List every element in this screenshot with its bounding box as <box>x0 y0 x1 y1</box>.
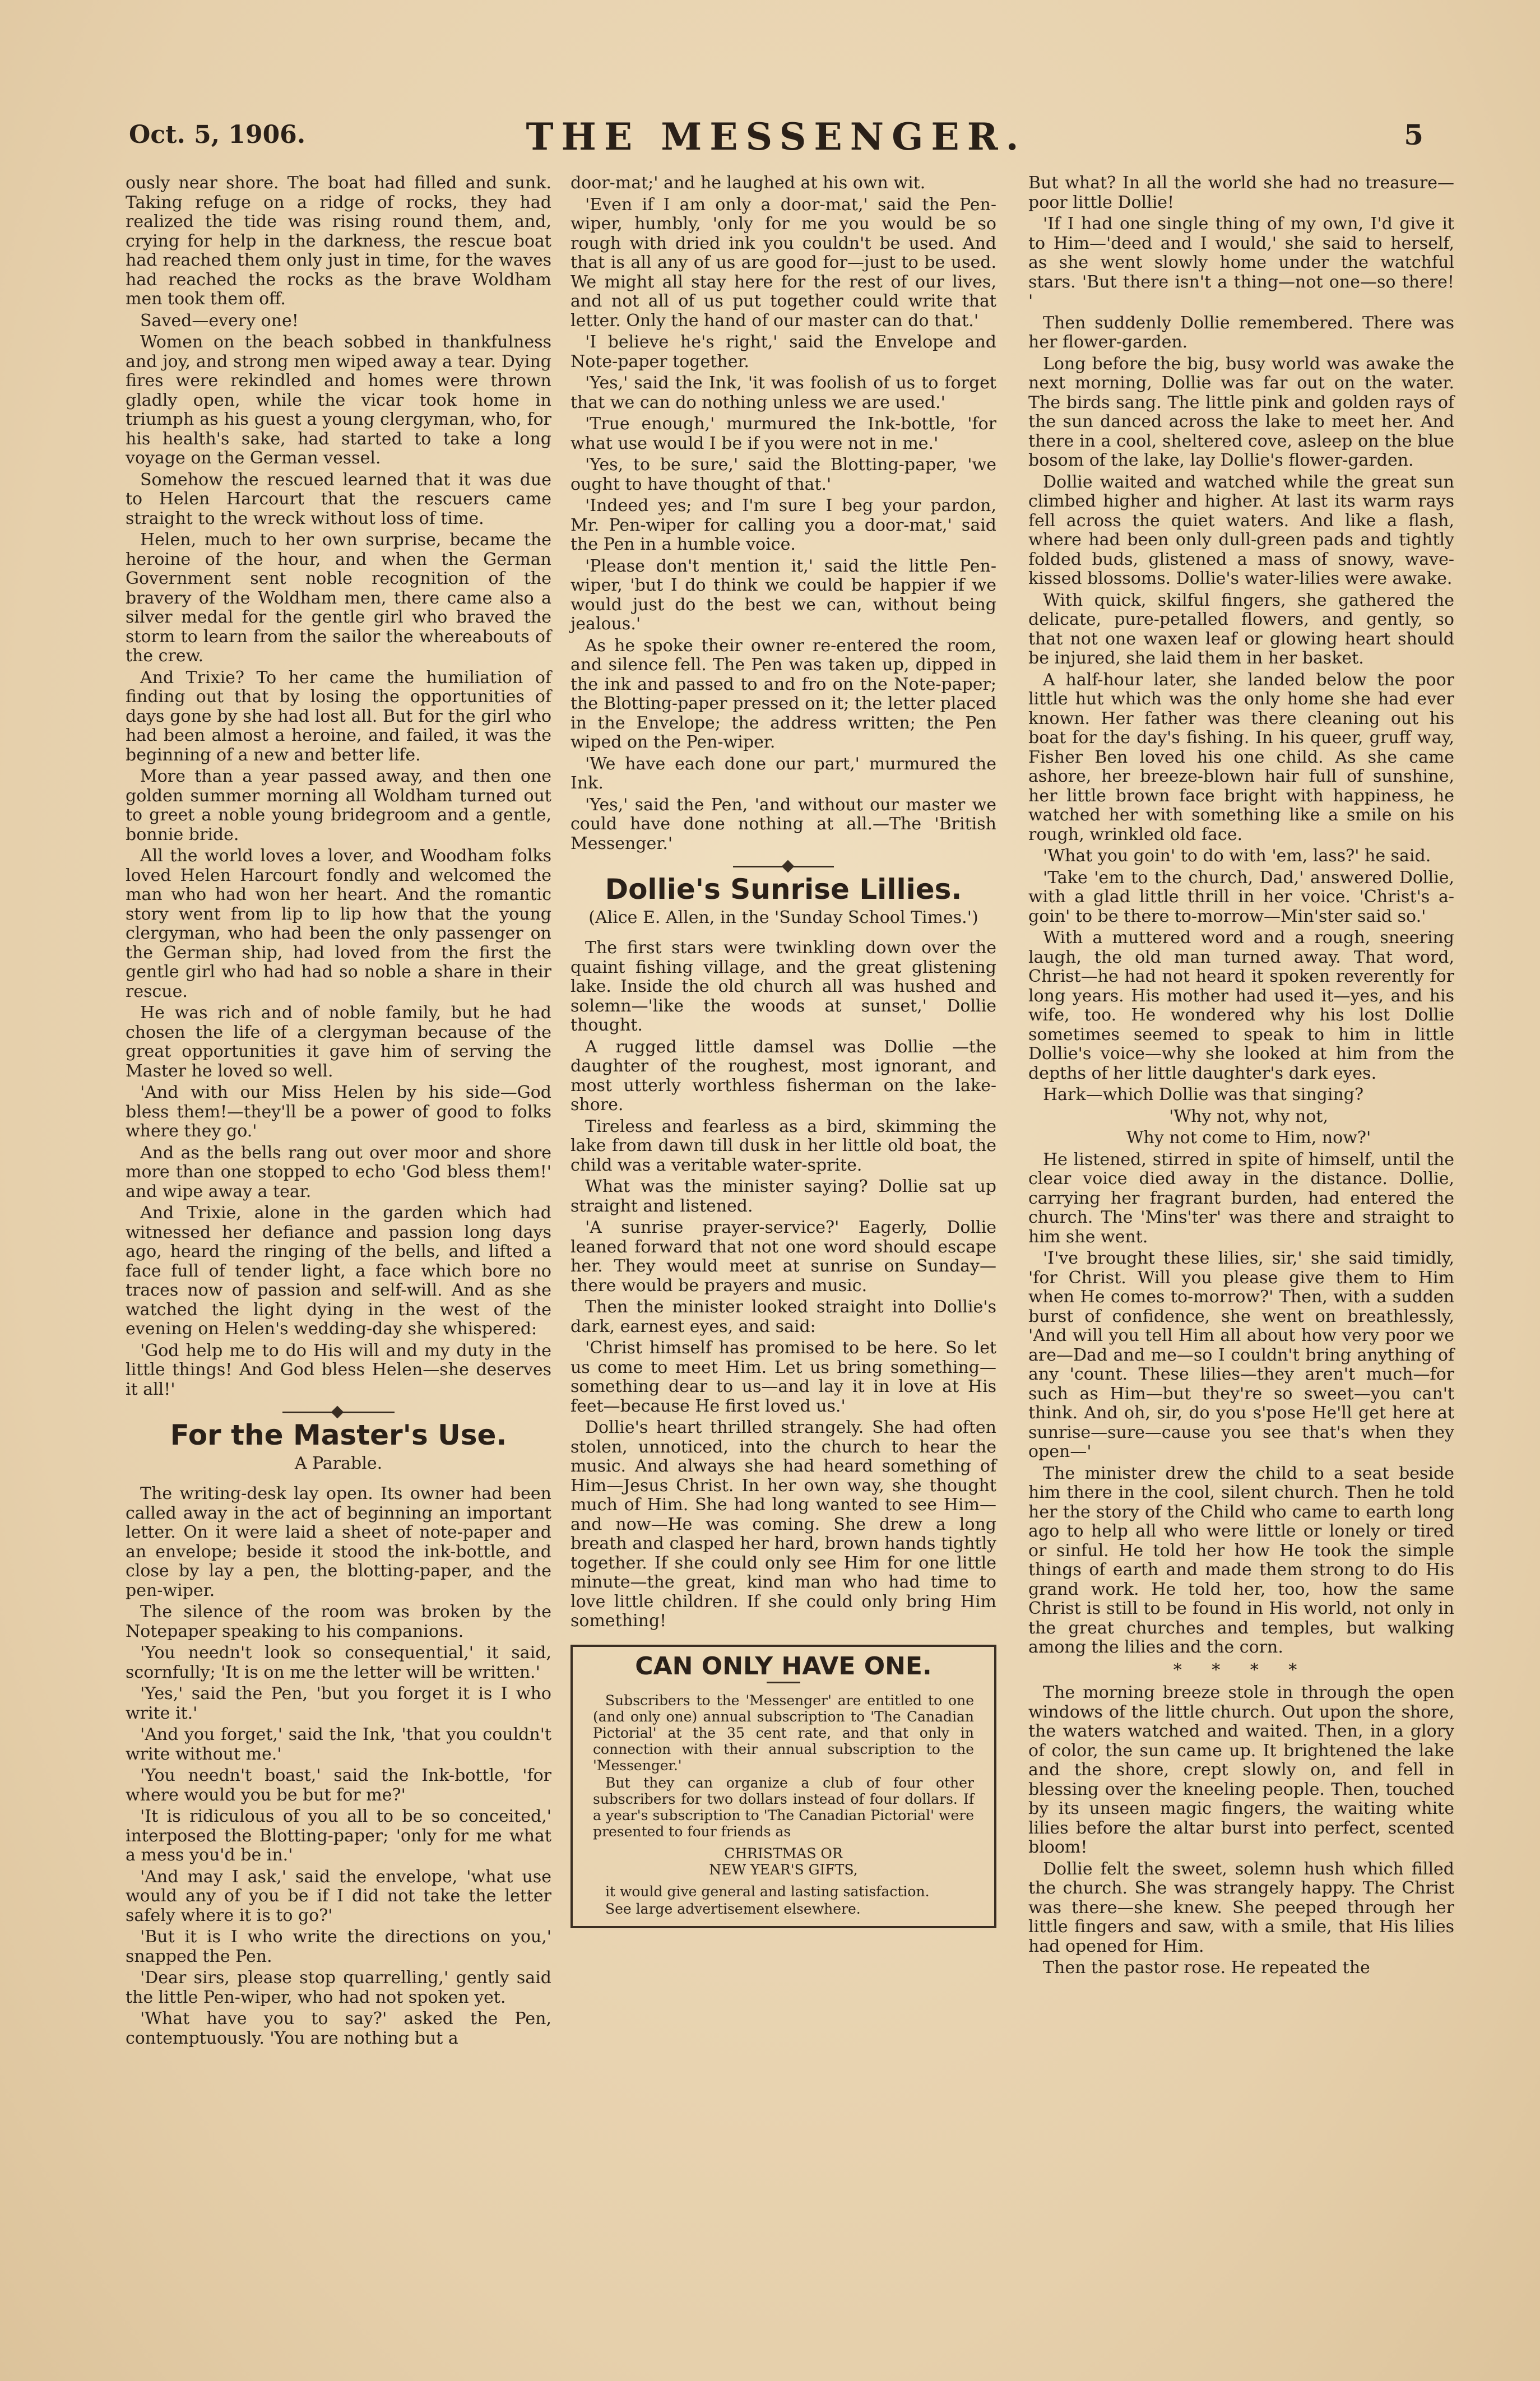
column-1 <box>126 174 551 2050</box>
section-divider <box>282 1412 395 1413</box>
notice-line <box>593 1845 974 1878</box>
paragraph: Saved—every one! <box>140 310 299 331</box>
paragraph: 'God help me to do His will and my duty in the little things! And God bless Helen—she deserves it all!' <box>126 1340 551 1399</box>
paragraph: 'It is ridiculous of you all to be so conceited,' interposed the Blotting-paper; 'only for me what a mess you'd be in.' <box>126 1807 551 1865</box>
paragraph: 'Dear sirs, please stop quarrelling,' gently said the little Pen-wiper, who had not spoken yet. <box>126 1968 551 2007</box>
paragraph: As he spoke their owner re-entered the room, and silence fell. The Pen was taken up, dipped in the ink and passed to and fro on the Note-paper; the Blotting-paper pressed on it; the letter placed in the Envelope; the address written; the Pen wiped on the Pen-wiper. <box>570 635 996 752</box>
paragraph: Dollie waited and watched while the great sun climbed higher and higher. At last its warm rays fell across the quiet waters. And like a flash, where had been only dull-green pads and tightly folded buds, glistened a mass of snowy, wave-kissed blossoms. Dollie's water-lilies were awake. <box>1028 472 1454 588</box>
section-divider <box>733 866 834 867</box>
song-verse: Why not come to Him, now?' <box>1126 1128 1371 1148</box>
paragraph: Tireless and fearless as a bird, skimming the lake from dawn till dusk in her little old boat, the child was a veritable water-sprite. <box>570 1116 996 1175</box>
song-verse: 'Why not, why not, <box>1169 1106 1328 1126</box>
paragraph: Then the pastor rose. He repeated the <box>1043 1958 1370 1978</box>
paragraph: 'Please don't mention it,' said the little Pen-wiper, 'but I do think we could be happier if we would just do the best we can, without being jealous.' <box>570 556 996 634</box>
paragraph: He listened, stirred in spite of himself, until the clear voice died away in the distance. Dollie, carrying her fragrant burden, had entered the church. The 'Mins'ter' was there and straight to him she went. <box>1028 1149 1454 1247</box>
paragraph: And as the bells rang out over moor and shore more than one stopped to echo 'God bless them!' and wipe away a tear. <box>126 1143 551 1201</box>
paragraph: 'Take 'em to the church, Dad,' answered Dollie, with a glad little thrill in her voice. 'Christ's a-goin' to be there to-morrow—Min'ster said so.' <box>1028 867 1454 926</box>
article-subhead: (Alice E. Allen, in the 'Sunday School Times.') <box>588 907 978 927</box>
paragraph: 'True enough,' murmured the Ink-bottle, 'for what use would I be if you were not in me.' <box>570 414 996 453</box>
paragraph: 'Yes,' said the Ink, 'it was foolish of us to forget that we can do nothing unless we are used.' <box>570 373 996 412</box>
paragraph: The silence of the room was broken by the Notepaper speaking to his companions. <box>126 1602 551 1641</box>
paragraph: Women on the beach sobbed in thankfulness and joy, and strong men wiped away a tear. Dying fires were rekindled and homes were thrown gladly open, while the vicar took home in triumph as his guest a young clergyman, who, for his health's sake, had started to take a long voyage on the German vessel. <box>126 332 551 468</box>
notice-box <box>570 1645 996 1929</box>
notice-paragraph: Subscribers to the 'Messenger' are entitled to one (and only one) annual subscription to 'The Canadian Pictorial' at the 35 cent rate, and that only in connection with their annual subscription to the 'Messenger.' <box>593 1692 974 1774</box>
notice-divider <box>767 1682 800 1683</box>
paragraph: With quick, skilful fingers, she gathered the delicate, pure-petalled flowers, and gently, so that not one waxen leaf or glowing heart should be injured, she laid them in her basket. <box>1028 590 1454 668</box>
paragraph: What was the minister saying? Dollie sat up straight and listened. <box>570 1177 996 1216</box>
paragraph: 'We have each done our part,' murmured the Ink. <box>570 754 996 793</box>
paragraph: door-mat;' and he laughed at his own wit. <box>570 173 926 193</box>
notice-paragraph: See large advertisement elsewhere. <box>605 1901 861 1917</box>
paragraph: And Trixie, alone in the garden which had witnessed her defiance and passion long days ago, heard the ringing of the bells, and lifted a face full of tender light, a face which bore no traces now of passion and self-will. And as she watched the light dying in the west of the evening on Helen's wedding-day she whispered: <box>126 1203 551 1339</box>
paragraph: 'You needn't boast,' said the Ink-bottle, 'for where would you be but for me?' <box>126 1766 551 1805</box>
masthead <box>129 115 1423 165</box>
paragraph: 'And may I ask,' said the envelope, 'what use would any of you be if I did not take the letter safely where it is to go?' <box>126 1867 551 1925</box>
paragraph: 'You needn't look so consequential,' it said, scornfully; 'It is on me the letter will be written.' <box>126 1643 551 1682</box>
paragraph: 'A sunrise prayer-service?' Eagerly, Dollie leaned forward that not one word should escape her. They would meet at sunrise on Sunday—there would be prayers and music. <box>570 1218 996 1296</box>
notice-title: CAN ONLY HAVE ONE. <box>635 1651 932 1681</box>
paragraph: Long before the big, busy world was awake the next morning, Dollie was far out on the water. The birds sang. The little pink and golden rays of the sun danced across the lake to meet her. And there in a cool, sheltered cove, asleep on the blue bosom of the lake, lay Dollie's flower-garden. <box>1028 354 1454 470</box>
article-heading: Dollie's Sunrise Lillies. <box>605 873 962 906</box>
paragraph: 'What you goin' to do with 'em, lass?' he said. <box>1043 846 1431 866</box>
paragraph: 'And with our Miss Helen by his side—God bless them!—they'll be a power of good to folks where they go.' <box>126 1083 551 1141</box>
paragraph: Then suddenly Dollie remembered. There was her flower-garden. <box>1028 313 1454 352</box>
paragraph: Dollie's heart thrilled strangely. She had often stolen, unnoticed, into the church to hear the music. And always she had heard something of Him—Jesus Christ. In her own way, she thought much of Him. She had long wanted to see Him—and now—He was coming. She drew a long breath and clasped her hard, brown hands tightly together. If she could only see Him for one little minute—the great, kind man who had time to love little children. If she could only bring Him something! <box>570 1418 996 1631</box>
paragraph: 'Yes,' said the Pen, 'but you forget it is I who write it.' <box>126 1684 551 1723</box>
paragraph: The minister drew the child to a seat beside him there in the cool, silent church. Then he told her the story of the Child who came to earth long ago to help all who were little or lonely or tired or sinful. He told her how He took the simple things of earth and made them strong to do His grand work. He told her, too, how the same Christ is still to be found in His world, not only in the great churches and temples, but walking among the lilies and the corn. <box>1028 1463 1454 1657</box>
paragraph: 'If I had one single thing of my own, I'd give it to Him—'deed and I would,' she said to herself, as she went slowly home under the watchful stars. 'But there isn't a thing—not one—so there! ' <box>1028 214 1454 311</box>
paragraph: 'I believe he's right,' said the Envelope and Note-paper together. <box>570 332 996 372</box>
paragraph: The writing-desk lay open. Its owner had been called away in the act of beginning an important letter. On it were laid a sheet of note-paper and an envelope; beside it stood the ink-bottle, and close by lay a pen, the blotting-paper, and the pen-wiper. <box>126 1484 551 1600</box>
notice-paragraph: it would give general and lasting satisfaction. <box>605 1883 930 1900</box>
paragraph: The first stars were twinkling down over the quaint fishing village, and the great glistening lake. Inside the old church all was hushed and solemn—'like the woods at sunset,' Dollie thought. <box>570 938 996 1035</box>
paragraph: Somehow the rescued learned that it was due to Helen Harcourt that the rescuers came straight to the wreck without loss of time. <box>126 470 551 528</box>
paragraph: 'I've brought these lilies, sir,' she said timidly, 'for Christ. Will you please give them to Him when He comes to-morrow?' Then, with a sudden burst of confidence, she went on breathlessly, 'And will you tell Him all about how very poor we are—Dad and me—so I couldn't bring anything of any 'count. These lilies—they aren't much—for such as Him—but they're so sweet—you can't think. And oh, sir, do you s'pose He'll get here at sunrise—sure—cause you see that's when they open—' <box>1028 1248 1454 1461</box>
paragraph: Hark—which Dollie was that singing? <box>1043 1085 1364 1104</box>
paragraph: A half-hour later, she landed below the poor little hut which was the only home she had ever known. Her father was there cleaning out his boat for the day's fishing. In his queer, gruff way, Fisher Ben loved his one child. As she came ashore, her breeze-blown hair full of sunshine, her little brown face bright with happiness, he watched her with something like a smile on his rough, wrinkled old face. <box>1028 670 1454 844</box>
column-3 <box>1028 174 1454 1980</box>
paragraph: A rugged little damsel was Dollie —the daughter of the roughest, most ignorant, and most utterly worthless fisherman on the lake-shore. <box>570 1037 996 1115</box>
section-break-stars: * * * * <box>1173 1660 1310 1680</box>
paragraph: 'Yes, to be sure,' said the Blotting-paper, 'we ought to have thought of that.' <box>570 455 996 494</box>
paragraph: 'And you forget,' said the Ink, 'that you couldn't write without me.' <box>126 1725 551 1764</box>
paragraph: 'Christ himself has promised to be here. So let us come to meet Him. Let us bring something—something dear to us—and lay it in love at His feet—because He first loved us.' <box>570 1338 996 1416</box>
paragraph: All the world loves a lover, and Woodham folks loved Helen Harcourt fondly and welcomed the man who had won her heart. And the romantic story went from lip to lip how that the young clergyman, who had been the only passenger on the German ship, had loved from the first the gentle girl who had had so noble a share in their rescue. <box>126 846 551 1001</box>
paragraph: Dollie felt the sweet, solemn hush which filled the church. She was strangely happy. The Christ was there—she knew. She peeped through her little fingers and saw, with a smile, that His lilies had opened for Him. <box>1028 1859 1454 1956</box>
paragraph: 'Even if I am only a door-mat,' said the Pen-wiper, humbly, 'only for me you would be so rough with dried ink you couldn't be used. And that is all any of us are good for—just to be used. We might all stay here for the rest of our lives, and not all of us put together could write that letter. Only the hand of our master can do that.' <box>570 194 996 331</box>
paragraph: ously near shore. The boat had filled and sunk. Taking refuge on a ridge of rocks, they had realized the tide was rising round them, and, crying for help in the darkness, the rescue boat had reached them only just in time, for the waves had reached the rocks as the brave Woldham men took them off. <box>126 173 551 309</box>
article-subhead: A Parable. <box>294 1453 383 1473</box>
paragraph: The morning breeze stole in through the open windows of the little church. Out upon the shore, the waters watched and waited. Then, in a glory of color, the sun came up. It brightened the lake and the shore, crept slowly on, and fell in blessing over the kneeling people. Then, touched by its unseen magic fingers, the waiting white lilies before the altar burst into perfect, scented bloom! <box>1028 1683 1454 1857</box>
paragraph: With a muttered word and a rough, sneering laugh, the old man turned away. That word, Christ—he had not heard it spoken reverently for long years. His mother had used it—yes, and his wife, too. He wondered why his lost Dollie sometimes seemed to speak to him in little Dollie's voice—why she looked at him from the depths of her little daughter's dark eyes. <box>1028 928 1454 1083</box>
paragraph: More than a year passed away, and then one golden summer morning all Woldham turned out to greet a noble young bridegroom and a gentle, bonnie bride. <box>126 767 551 844</box>
newspaper-title: THE MESSENGER. <box>526 115 1027 159</box>
paragraph: 'But it is I who write the directions on you,' snapped the Pen. <box>126 1927 551 1966</box>
paragraph: Helen, much to her own surprise, became the heroine of the hour, and when the German Government sent noble recognition of the bravery of the Woldham men, there came also a silver medal for the gentle girl who braved the storm to learn from the sailor the whereabouts of the crew. <box>126 530 551 666</box>
notice-caps-line: CHRISTMAS OR <box>724 1845 843 1862</box>
page-number: 5 <box>1404 118 1423 151</box>
paragraph: 'What have you to say?' asked the Pen, contemptuously. 'You are nothing but a <box>126 2009 551 2048</box>
paragraph: He was rich and of noble family, but he had chosen the life of a clergyman because of the great opportunities it gave him of serving the Master he loved so well. <box>126 1003 551 1081</box>
paragraph: Then the minister looked straight into Dollie's dark, earnest eyes, and said: <box>570 1297 996 1336</box>
issue-date: Oct. 5, 1906. <box>129 120 306 149</box>
paragraph: And Trixie? To her came the humiliation of finding out that by losing the opportunities of days gone by she had lost all. But for the girl who had been almost a heroine, and failed, it was the beginning of a new and better life. <box>126 667 551 765</box>
paragraph: 'Indeed yes; and I'm sure I beg your pardon, Mr. Pen-wiper for calling you a door-mat,' said the Pen in a humble voice. <box>570 496 996 554</box>
notice-caps-line: NEW YEAR'S GIFTS, <box>709 1862 858 1878</box>
paragraph: But what? In all the world she had no treasure—poor little Dollie! <box>1028 173 1454 212</box>
paragraph: 'Yes,' said the Pen, 'and without our master we could have done nothing at all.—The 'British Messenger.' <box>570 795 996 853</box>
article-heading: For the Master's Use. <box>170 1419 507 1451</box>
column-2 <box>570 174 996 1928</box>
notice-paragraph: But they can organize a club of four other subscribers for two dollars instead of four dollars. If a year's subscription to 'The Canadian Pictorial' were presented to four friends as <box>593 1775 974 1840</box>
